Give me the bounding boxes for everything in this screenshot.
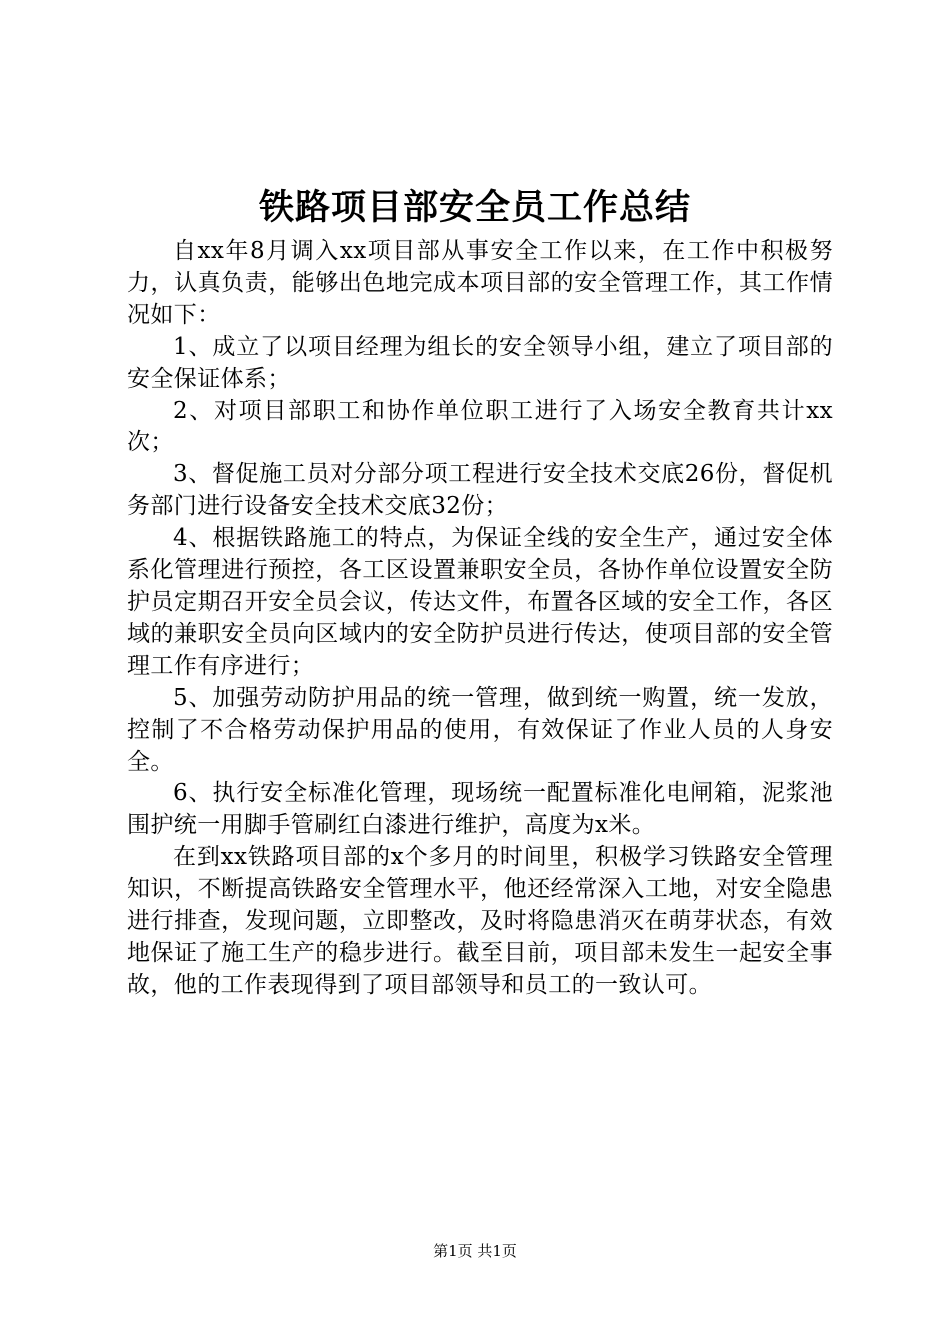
paragraph-item-2: 2、对项目部职工和协作单位职工进行了入场安全教育共计xx次； (127, 397, 833, 456)
document-title: 铁路项目部安全员工作总结 (258, 188, 691, 228)
paragraph-item-3: 3、督促施工员对分部分项工程进行安全技术交底26份，督促机务部门进行设备安全技术交底32份； (127, 461, 833, 520)
paragraph-item-5: 5、加强劳动防护用品的统一管理，做到统一购置，统一发放，控制了不合格劳动保护用品的使用，有效保证了作业人员的人身安全。 (127, 684, 833, 775)
paragraph-item-4: 4、根据铁路施工的特点，为保证全线的安全生产，通过安全体系化管理进行预控，各工区设置兼职安全员，各协作单位设置安全防护员定期召开安全员会议，传达文件，布置各区域的安全工作，各区域的兼职安全员向区域内的安全防护员进行传达，使项目部的安全管理工作有序进行； (127, 525, 833, 679)
paragraph-item-6: 6、执行安全标准化管理，现场统一配置标准化电闸箱，泥浆池围护统一用脚手管刷红白漆进行维护，高度为x米。 (127, 780, 833, 839)
page-number-footer: 第1页 共1页 (433, 1242, 517, 1260)
paragraph-conclusion: 在到xx铁路项目部的x个多月的时间里，积极学习铁路安全管理知识，不断提高铁路安全管理水平，他还经常深入工地，对安全隐患进行排查，发现问题，立即整改，及时将隐患消灭在萌芽状态，有效地保证了施工生产的稳步进行。截至目前，项目部未发生一起安全事故，他的工作表现得到了项目部领导和员工的一致认可。 (127, 844, 833, 998)
paragraph-item-1: 1、成立了以项目经理为组长的安全领导小组，建立了项目部的安全保证体系； (127, 333, 833, 392)
paragraph-intro: 自xx年8月调入xx项目部从事安全工作以来，在工作中积极努力，认真负责，能够出色地完成本项目部的安全管理工作，其工作情况如下： (127, 238, 833, 328)
document-body (127, 236, 833, 1002)
